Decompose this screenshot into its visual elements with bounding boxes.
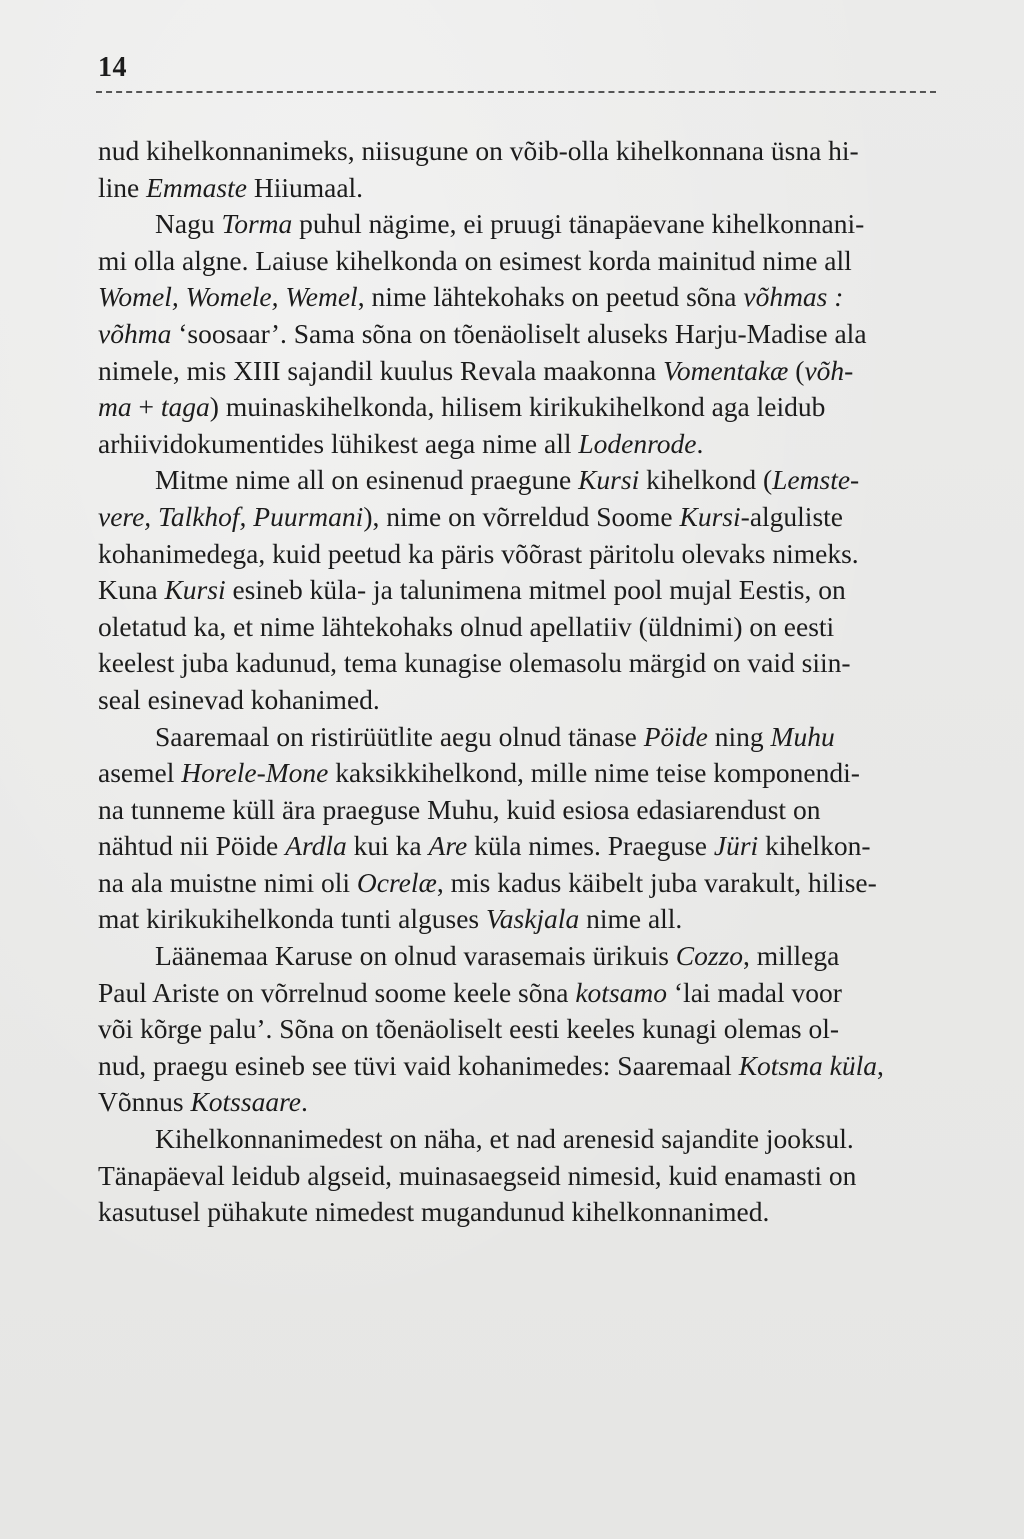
paragraph-p1: nud kihelkonnanimeks, niisugune on võib-olla kihelkonnana üsna hi- line Emmaste Hiiumaal. xyxy=(98,135,859,203)
paragraph-p2: Nagu Torma puhul nägime, ei pruugi tänapäevane kihelkonnani- mi olla algne. Laiuse kihelkonda on esimest korda mainitud nime all Womel, Womele, Wemel, nime lähtekohaks on peetud sõna võhmas : võhma ‘soosaar’. Sama sõna on tõenäoliselt aluseks Harju-Madise ala nimele, mis XIII sajandil kuulus Revala maakonna Vomentakæ (võh- ma + taga) muinaskihelkonda, hilisem kirikukihelkond aga leidub arhiividokumentides lühikest aega nime all Lodenrode. xyxy=(98,208,867,459)
body-text xyxy=(98,133,940,1231)
page-number: 14 xyxy=(98,52,127,83)
paragraph-p6: Kihelkonnanimedest on näha, et nad arenesid sajandite jooksul. Tänapäeval leidub algseid, muinasaegseid nimesid, kuid enamasti on kasutusel pühakute nimedest mugandunud kihelkonnanimed. xyxy=(98,1123,857,1228)
paragraph-p5: Läänemaa Karuse on olnud varasemais ürikuis Cozzo, millega Paul Ariste on võrrelnud soome keele sõna kotsamo ‘lai madal voor või kõrge palu’. Sõna on tõenäoliselt eesti keeles kunagi olemas ol- nud, praegu esineb see tüvi vaid kohanimedes: Saaremaal Kotsma küla, Võnnus Kotssaare. xyxy=(98,940,884,1118)
paragraph-p4: Saaremaal on ristirüütlite aegu olnud tänase Pöide ning Muhu asemel Horele-Mone kaksikkihelkond, mille nime teise komponendi- na tunneme küll ära praeguse Muhu, kuid esiosa edasiarendust on nähtud nii Pöide Ardla kui ka Are küla nimes. Praeguse Jüri kihelkon- na ala muistne nimi oli Ocrelæ, mis kadus käibelt juba varakult, hilise- mat kirikukihelkonda tunti alguses Vaskjala nime all. xyxy=(98,720,877,935)
header-dashed-rule xyxy=(96,91,936,93)
paragraph-p3: Mitme nime all on esinenud praegune Kursi kihelkond (Lemste- vere, Talkhof, Puurmani), nime on võrreldud Soome Kursi-alguliste kohanimedega, kuid peetud ka päris võõrast päritolu olevaks nimeks. Kuna Kursi esineb küla- ja talunimena mitmel pool mujal Eestis, on oletatud ka, et nime lähtekohaks olnud apellatiiv (üldnimi) on eesti keelest juba kadunud, tema kunagise olemasolu märgid on vaid siin- seal esinevad kohanimed. xyxy=(98,464,860,715)
